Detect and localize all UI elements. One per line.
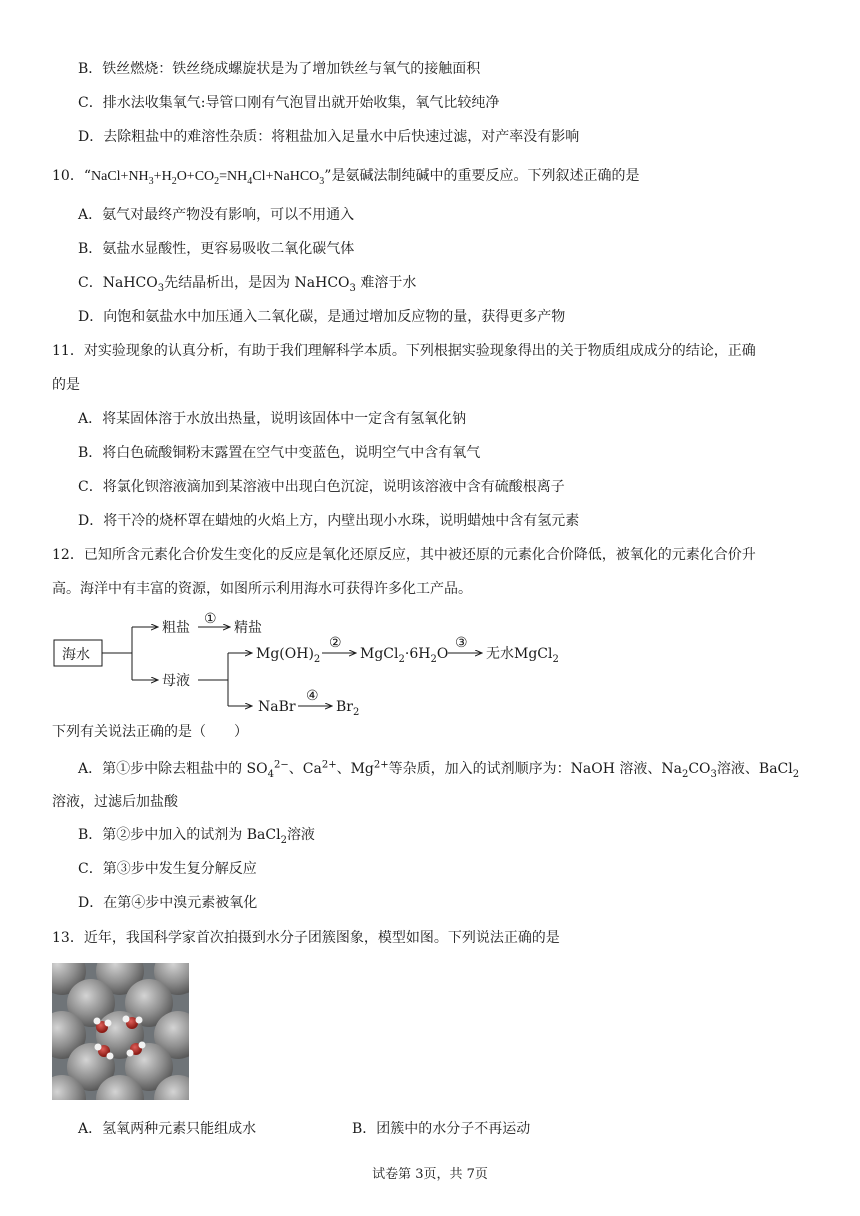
q12-stem-line1: 12．已知所含元素化合价发生变化的反应是氧化还原反应，其中被还原的元素化合价降低，被氧化的元素化合价升 <box>52 547 756 563</box>
page-footer: 试卷第 3页，共 7页 <box>372 1167 488 1182</box>
q9-option-d: D．去除粗盐中的难溶性杂质：将粗盐加入足量水中后快速过滤，对产率没有影响 <box>78 129 580 145</box>
q12-b-part2: 溶液 <box>286 827 315 843</box>
q10-option-c: C．NaHCO$_3$先结晶析出，是因为 NaHCO$_3$ 难溶于水 <box>78 275 417 294</box>
seawater-label: 海水 <box>62 647 90 663</box>
q10-stem <box>52 166 639 187</box>
q10-stem-tail: ”是氨碱法制纯碱中的重要反应。下列叙述正确的是 <box>324 168 640 184</box>
q11-option-a: A．将某固体溶于水放出热量，说明该固体中一定含有氢氧化钠 <box>78 411 467 427</box>
q12-a-part5: CO <box>688 761 711 777</box>
anhydrous-mgcl2-label: 无水MgCl$_2$ <box>486 646 559 665</box>
q12-b-part1: B．第②步中加入的试剂为 BaCl <box>78 827 281 843</box>
mother-liquor-label: 母液 <box>162 673 190 689</box>
q13-option-a: A．氢氧两种元素只能组成水 <box>78 1121 257 1137</box>
q12-option-c: C．第③步中发生复分解反应 <box>78 861 257 877</box>
q13-option-b: B．团簇中的水分子不再运动 <box>352 1121 531 1137</box>
q12-a-part1: A．第①步中除去粗盐中的 SO <box>78 761 268 777</box>
water-cluster-image <box>52 963 189 1100</box>
br2-label: $Br_2$ <box>336 699 360 718</box>
q10-option-b: B．氨盐水显酸性，更容易吸收二氧化碳气体 <box>78 241 355 257</box>
q10-option-d: D．向饱和氨盐水中加压通入二氧化碳，是通过增加反应物的量，获得更多产物 <box>78 309 566 325</box>
q12-option-a-line1: A．第①步中除去粗盐中的 $SO_4^{2-}$、$Ca^{2+}$、$Mg^{2+}$等杂质，加入的试剂顺序为：NaOH 溶液、$Na_2CO_3$溶液、BaCl$_2$ <box>78 759 800 780</box>
q12-prompt: 下列有关说法正确的是（ ） <box>52 724 248 740</box>
q11-stem-line2: 的是 <box>52 377 80 393</box>
q9-option-c: C．排水法收集氧气:导管口刚有气泡冒出就开始收集，氧气比较纯净 <box>78 95 500 111</box>
q12-a-part3: 、Mg <box>336 761 374 777</box>
q10-option-a: A．氨气对最终产物没有影响，可以不用通入 <box>78 207 355 223</box>
step4-label: ④ <box>306 688 319 704</box>
step1-label: ① <box>204 611 217 627</box>
mgcl2-6h2o-label: $MgCl_2\cdot 6H_2O$ <box>360 646 449 665</box>
q13-stem: 13．近年，我国科学家首次拍摄到水分子团簇图象，模型如图。下列说法正确的是 <box>52 930 560 946</box>
step2-label: ② <box>329 635 342 651</box>
q12-option-a-line2: 溶液，过滤后加盐酸 <box>52 794 178 810</box>
q11-option-b: B．将白色硫酸铜粉末露置在空气中变蓝色，说明空气中含有氧气 <box>78 445 481 461</box>
q10-option-c-prefix: C． <box>78 275 103 291</box>
q11-option-d: D．将干冷的烧杯罩在蜡烛的火焰上方，内壁出现小水珠，说明蜡烛中含有氢元素 <box>78 513 580 529</box>
mgoh2-label: $Mg(OH)_2$ <box>256 646 321 665</box>
q12-a-part6: 溶液、BaCl <box>716 761 793 777</box>
q10-option-c-middle: 先结晶析出，是因为 <box>164 275 291 291</box>
crude-salt-label: 粗盐 <box>162 620 190 636</box>
nabr-label: NaBr <box>258 699 296 715</box>
q12-option-d: D．在第④步中溴元素被氧化 <box>78 895 258 911</box>
q12-option-b: B．第②步中加入的试剂为 BaCl$_2$溶液 <box>78 827 315 846</box>
q10-open-quote: “ <box>83 168 91 184</box>
q10-option-c-suffix: 难溶于水 <box>360 275 417 291</box>
q9-option-b: B．铁丝燃烧：铁丝绕成螺旋状是为了增加铁丝与氧气的接触面积 <box>78 61 481 77</box>
q11-stem-line1: 11．对实验现象的认真分析，有助于我们理解科学本质。下列根据实验现象得出的关于物质组成成分的结论，正确 <box>52 343 756 359</box>
q11-option-c: C．将氯化钡溶液滴加到某溶液中出现白色沉淀，说明该溶液中含有硫酸根离子 <box>78 479 565 495</box>
step3-label: ③ <box>455 635 468 651</box>
q12-a-part4: 等杂质，加入的试剂顺序为：NaOH 溶液、Na <box>388 761 682 777</box>
q12-stem-line2: 高。海洋中有丰富的资源，如图所示利用海水可获得许多化工产品。 <box>52 581 472 597</box>
seawater-process-diagram <box>52 608 572 718</box>
q10-number: 10． <box>52 168 84 184</box>
refined-salt-label: 精盐 <box>234 620 262 636</box>
q12-a-part2: 、Ca <box>288 761 322 777</box>
q10-equation: $NaCl+NH_3+H_2O+CO_2=NH_4Cl+NaHCO_3$ <box>91 169 325 187</box>
